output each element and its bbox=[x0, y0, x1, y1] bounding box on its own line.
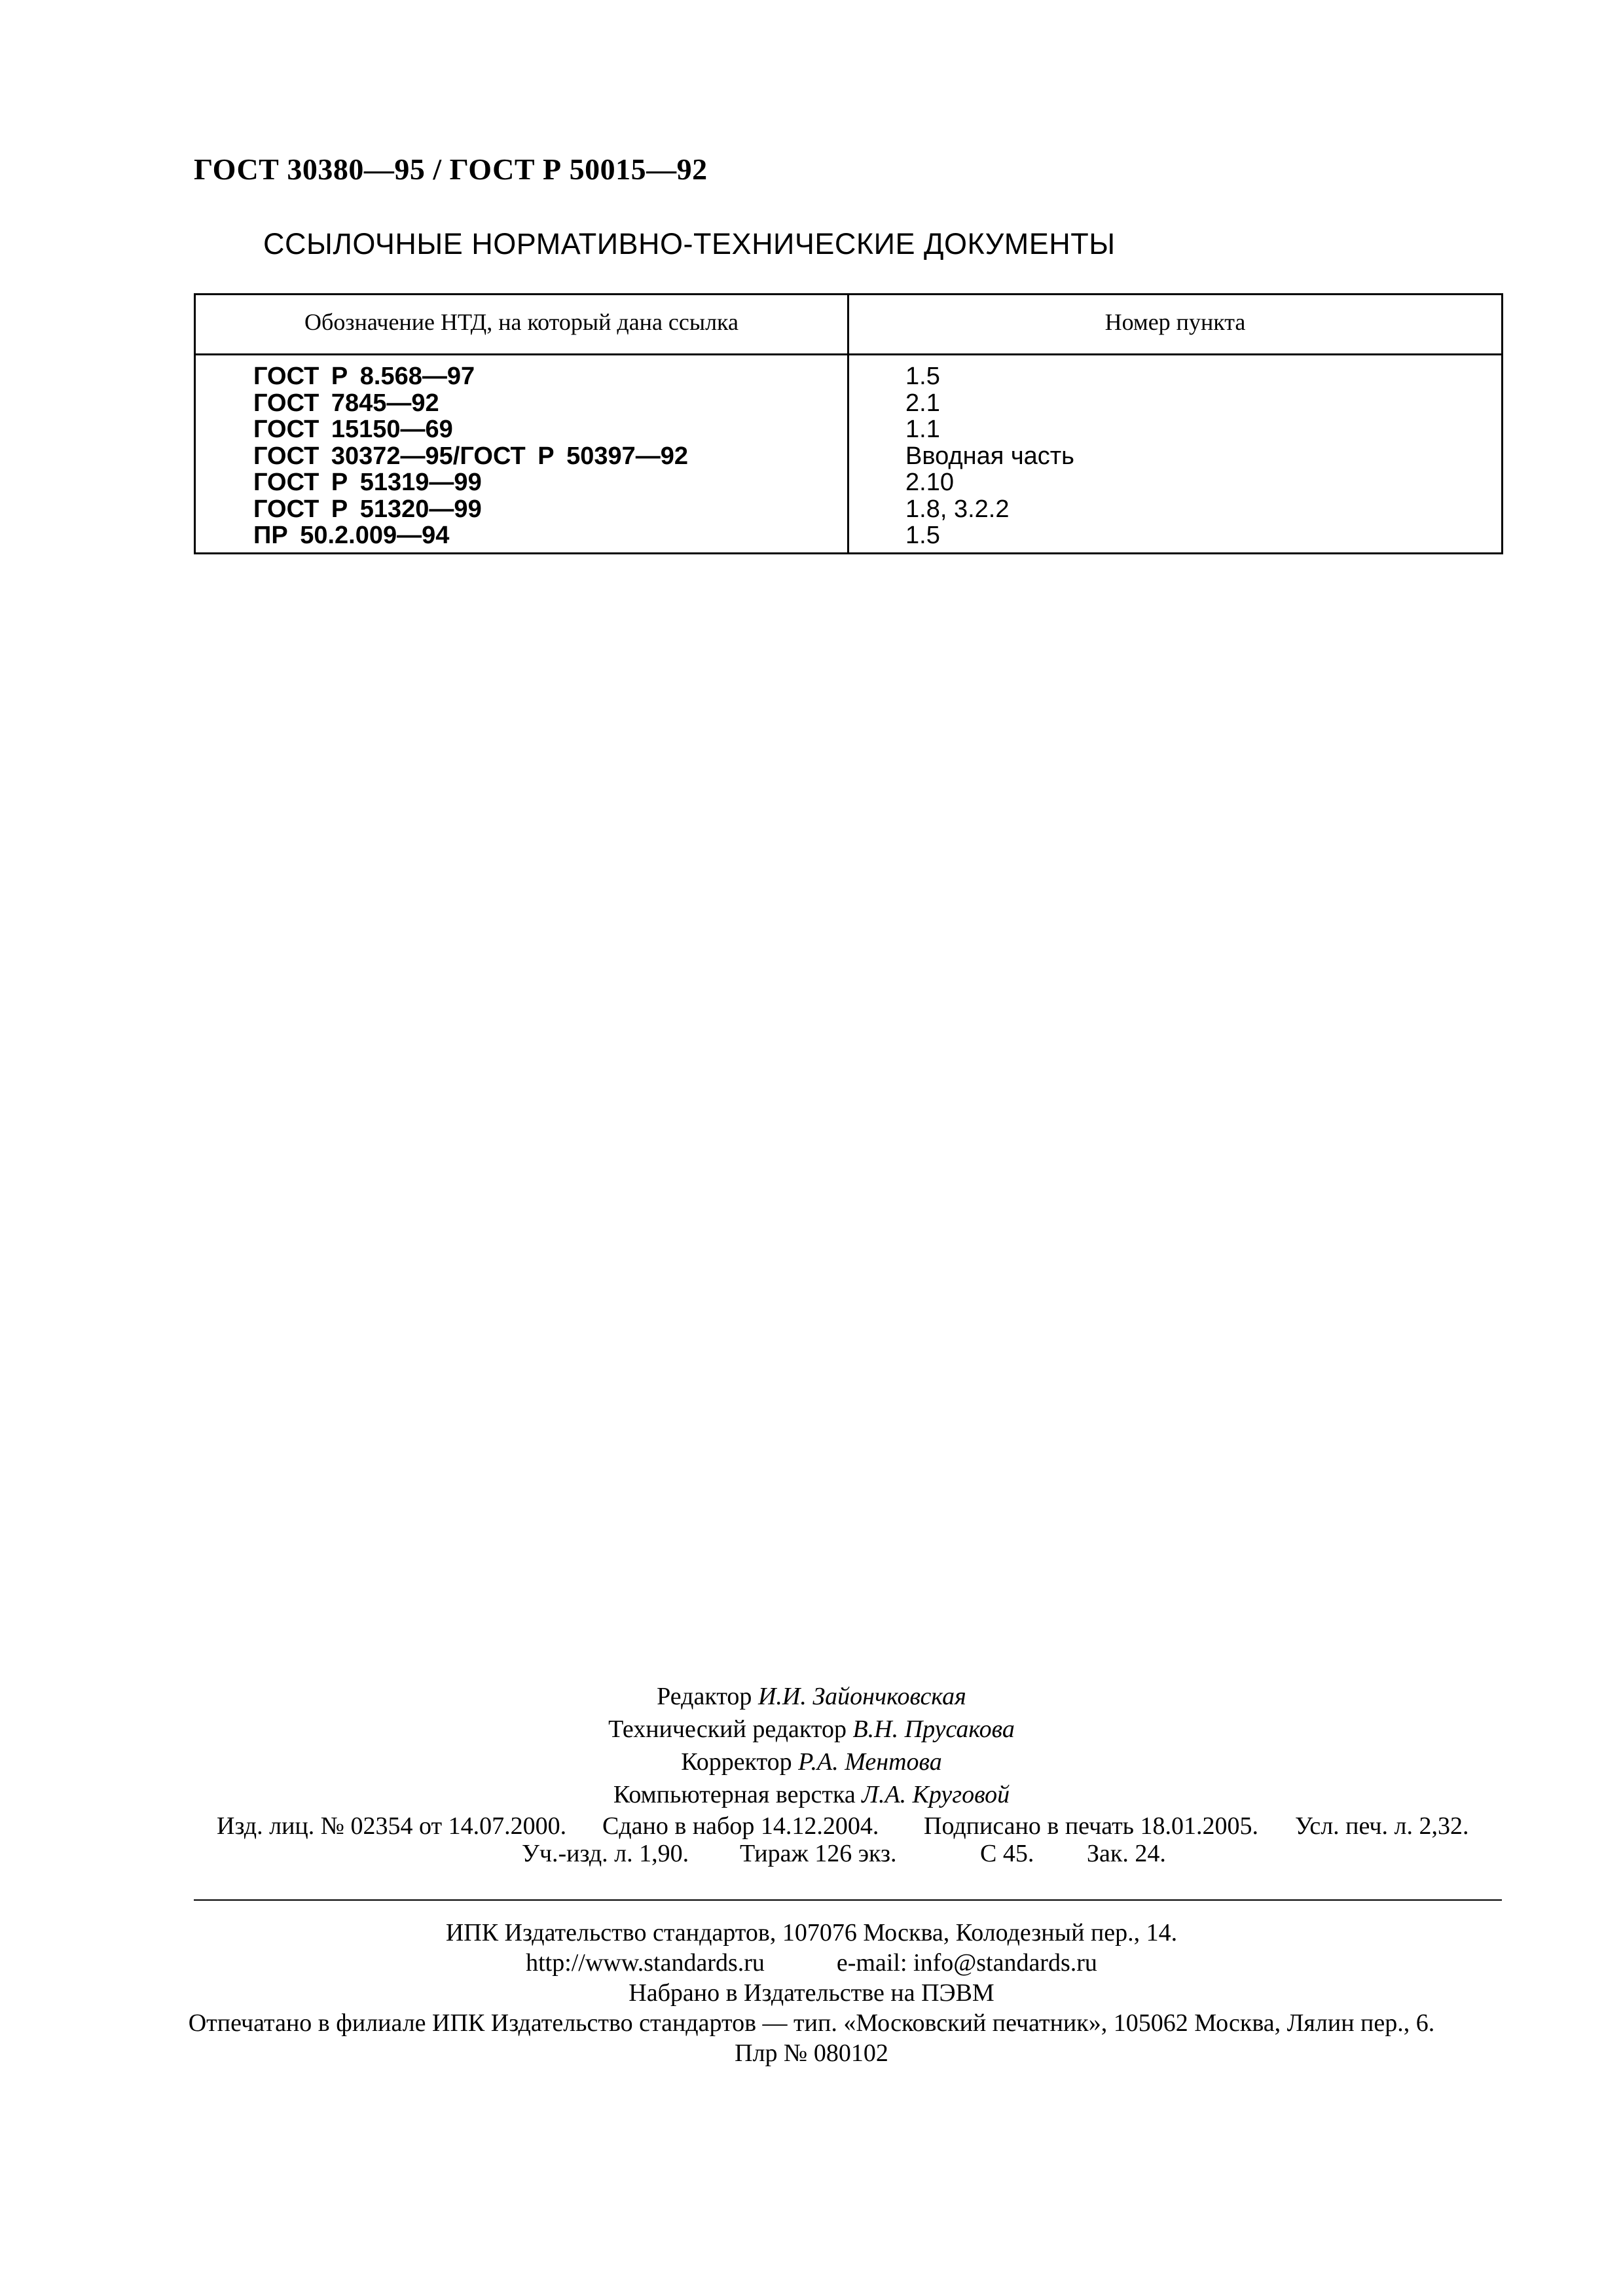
table-row-item: 1.5 bbox=[905, 363, 940, 390]
credit-role: Редактор bbox=[657, 1683, 752, 1710]
imprint-signed: Подписано в печать 18.01.2005. bbox=[924, 1812, 1259, 1840]
table-row-doc: ГОСТ 30372—95/ГОСТ Р 50397—92 bbox=[253, 442, 689, 470]
credit-role: Технический редактор bbox=[608, 1715, 847, 1743]
table-row-item: 2.1 bbox=[905, 389, 940, 417]
credit-name: И.И. Зайончковская bbox=[757, 1683, 966, 1710]
credit-role: Корректор bbox=[681, 1748, 792, 1776]
table-row-doc: ГОСТ 15150—69 bbox=[253, 416, 453, 443]
item-column bbox=[905, 363, 1074, 549]
credit-line bbox=[0, 1778, 1623, 1811]
credit-role: Компьютерная верстка bbox=[613, 1781, 856, 1808]
imprint-circulation: Тираж 126 экз. bbox=[740, 1840, 897, 1867]
table-row-doc: ГОСТ 7845—92 bbox=[253, 389, 439, 417]
imprint-print-sheets: Усл. печ. л. 2,32. bbox=[1295, 1812, 1469, 1840]
table-row-doc: ПР 50.2.009—94 bbox=[253, 522, 450, 549]
table-row-doc: ГОСТ Р 8.568—97 bbox=[253, 363, 475, 390]
typeset-note: Набрано в Издательстве на ПЭВМ bbox=[629, 1979, 994, 2007]
references-table bbox=[194, 293, 1503, 554]
credit-name: Л.А. Круговой bbox=[862, 1781, 1010, 1808]
table-row-item: 1.5 bbox=[905, 522, 940, 549]
credit-line bbox=[0, 1713, 1623, 1746]
footer-divider bbox=[194, 1899, 1502, 1901]
contact-line bbox=[0, 1948, 1623, 1978]
document-column bbox=[253, 363, 688, 549]
imprint-license: Изд. лиц. № 02354 от 14.07.2000. bbox=[217, 1812, 567, 1840]
credit-name: В.Н. Прусакова bbox=[852, 1715, 1015, 1743]
header-rule bbox=[196, 353, 1501, 355]
table-row-item: 2.10 bbox=[905, 469, 954, 496]
plr-number: Плр № 080102 bbox=[735, 2039, 888, 2067]
credit-line bbox=[0, 1746, 1623, 1778]
column-header-item: Номер пункта bbox=[1104, 309, 1246, 335]
section-title: ССЫЛОЧНЫЕ НОРМАТИВНО-ТЕХНИЧЕСКИЕ ДОКУМЕНТЫ bbox=[263, 227, 1116, 260]
imprint-typeset: Сдано в набор 14.12.2004. bbox=[602, 1812, 879, 1840]
publisher-footer bbox=[0, 1918, 1623, 2068]
credit-line bbox=[0, 1680, 1623, 1713]
email-link[interactable]: e-mail: info@standards.ru bbox=[836, 1949, 1097, 1977]
table-row-item: Вводная часть bbox=[905, 442, 1074, 470]
printed-note: Отпечатано в филиале ИПК Издательство стандартов — тип. «Московский печатник», 105062 Москва, Лялин пер., 6. bbox=[188, 2009, 1435, 2037]
imprint-order: Зак. 24. bbox=[1087, 1840, 1166, 1867]
credit-name: Р.А. Ментова bbox=[798, 1748, 942, 1776]
column-header-document: Обозначение НТД, на который дана ссылка bbox=[304, 309, 739, 335]
table-row-doc: ГОСТ Р 51319—99 bbox=[253, 469, 482, 496]
table-row-item: 1.8, 3.2.2 bbox=[905, 495, 1010, 523]
imprint-edition-sheets: Уч.-изд. л. 1,90. bbox=[522, 1840, 689, 1867]
website-link[interactable]: http://www.standards.ru bbox=[526, 1949, 765, 1977]
document-header: ГОСТ 30380—95 / ГОСТ Р 50015—92 bbox=[194, 152, 708, 186]
table-row-doc: ГОСТ Р 51320—99 bbox=[253, 495, 482, 523]
credits-block bbox=[0, 1680, 1623, 1811]
table-row-item: 1.1 bbox=[905, 416, 940, 443]
publisher-line: ИПК Издательство стандартов, 107076 Москва, Колодезный пер., 14. bbox=[445, 1919, 1178, 1946]
imprint-pages: С 45. bbox=[980, 1840, 1034, 1867]
